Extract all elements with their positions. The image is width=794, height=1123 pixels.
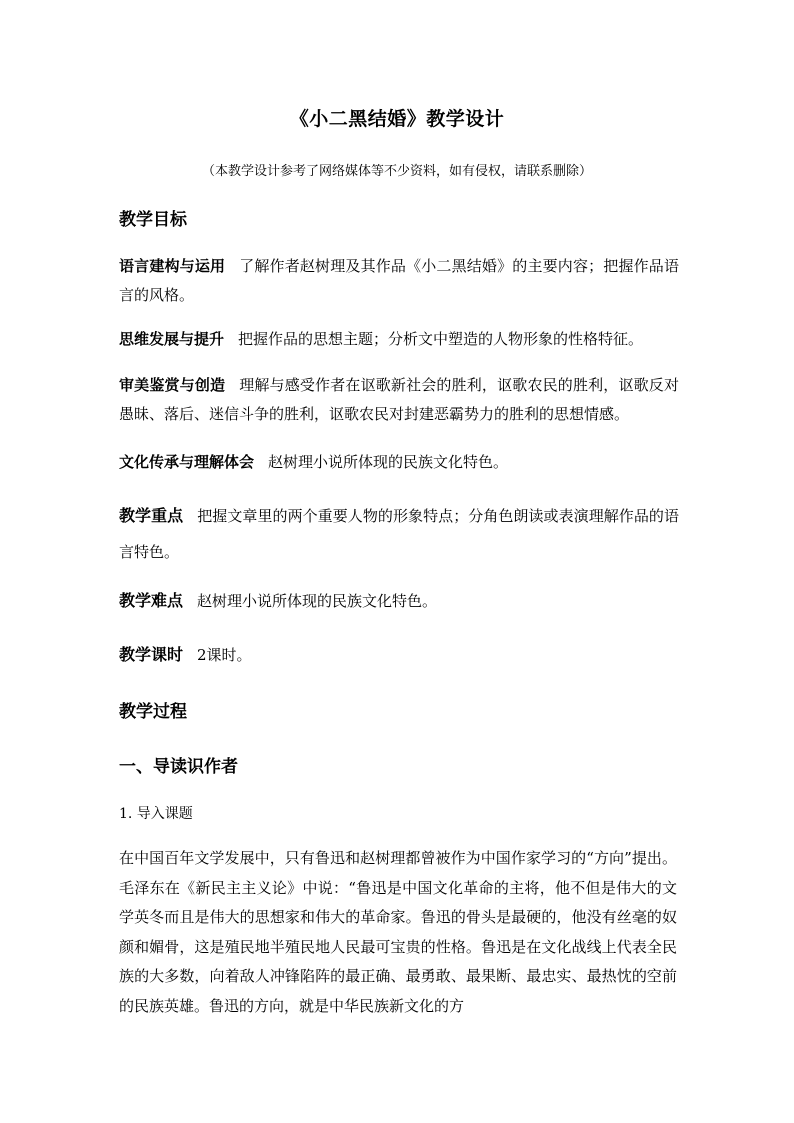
item-one: 1. 导入课题 <box>119 806 193 822</box>
hours-label: 教学课时 <box>119 645 184 664</box>
goal-text: 赵树理小说所体现的民族文化特色。 <box>268 453 509 471</box>
goal-label: 思维发展与提升 <box>119 330 225 348</box>
goals-heading: 教学目标 <box>119 210 187 230</box>
goal-culture <box>119 448 679 477</box>
body-paragraph: 在中国百年文学发展中，只有鲁迅和赵树理都曾被作为中国作家学习的“方向”提出。毛泽东在《新民主主义论》中说：“鲁迅是中国文化革命的主将，他不但是伟大的文学英冬而且是伟大的思想家和伟大的革命家。鲁迅的骨头是最硬的，他没有丝毫的奴颜和媚骨，这是殖民地半殖民地人民最可宝贵的性格。鲁迅是在文化战线上代表全民族的大多数，向着敌人冲锋陷阵的最正确、最勇敢、最果断、最忠实、最热忱的空前的民族英雄。鲁迅的方向，就是中华民族新文化的方 <box>119 849 677 1015</box>
document-title: 《小二黑结婚》教学设计 <box>289 108 505 130</box>
document-subtitle: （本教学设计参考了网络媒体等不少资料，如有侵权，请联系删除） <box>201 164 592 179</box>
difficulties-text: 赵树理小说所体现的民族文化特色。 <box>197 592 438 610</box>
goal-label: 语言建构与运用 <box>119 257 226 275</box>
goal-text: 理解与感受作者在讴歌新社会的胜利，讴歌农民的胜利，讴歌反对愚昧、落后、迷信斗争的胜利，讴歌农民对封建恶霸势力的胜利的思想情感。 <box>119 376 679 423</box>
goal-aesthetic <box>119 371 679 429</box>
key-points <box>119 498 679 570</box>
goal-text: 了解作者赵树理及其作品《小二黑结婚》的主要内容；把握作品语言的风格。 <box>119 257 679 304</box>
hours-text: 2课时。 <box>197 646 252 664</box>
goal-language <box>119 252 679 310</box>
goal-thinking <box>119 325 679 354</box>
process-heading: 教学过程 <box>119 702 187 722</box>
goal-text: 把握作品的思想主题；分析文中塑造的人物形象的性格特征。 <box>238 330 644 348</box>
goal-label: 文化传承与理解体会 <box>119 453 255 471</box>
key-points-label: 教学重点 <box>119 506 184 525</box>
key-points-text: 把握文章里的两个重要人物的形象特点；分角色朗读或表演理解作品的语言特色。 <box>119 507 679 561</box>
teaching-hours <box>119 640 679 670</box>
difficulties <box>119 586 679 616</box>
difficulties-label: 教学难点 <box>119 591 184 610</box>
goal-label: 审美鉴赏与创造 <box>119 376 226 394</box>
section-one-heading: 一、导读识作者 <box>119 757 238 777</box>
